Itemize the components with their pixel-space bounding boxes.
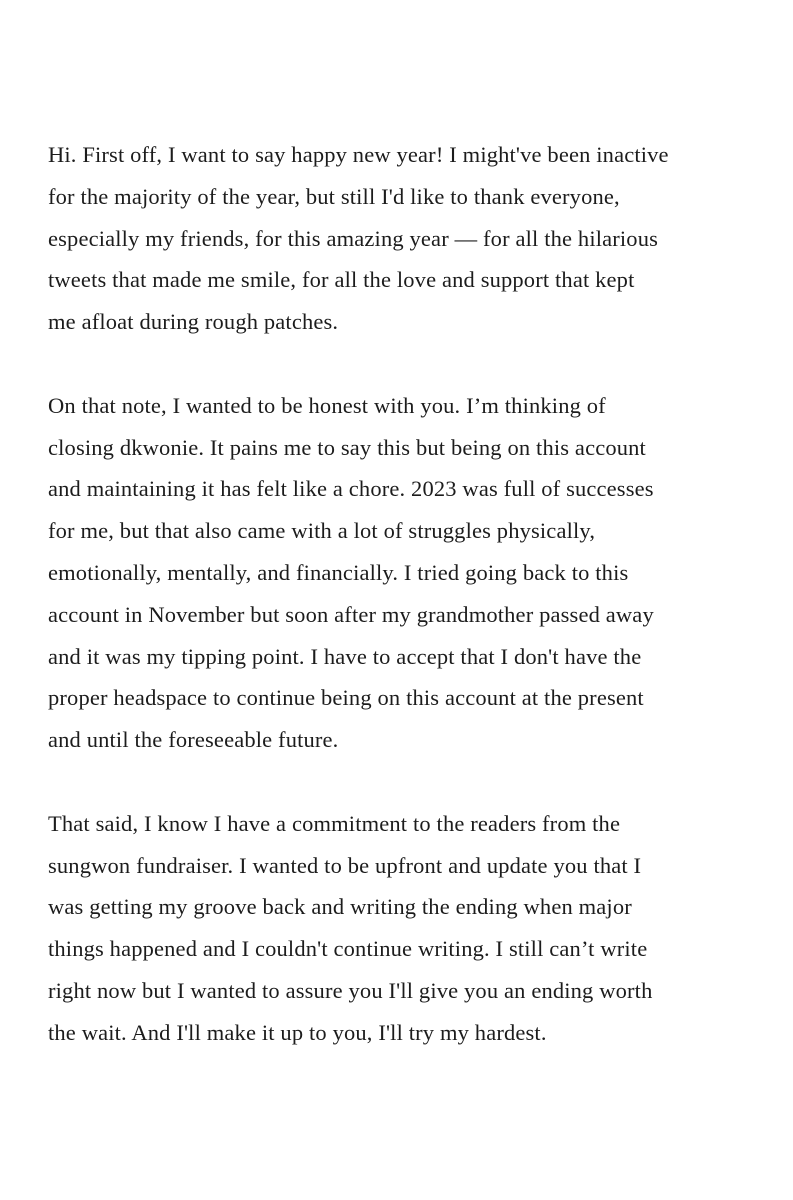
- text-line: and maintaining it has felt like a chore. 2023 was full of successes: [48, 476, 654, 502]
- text-line: tweets that made me smile, for all the love and support that kept: [48, 267, 635, 293]
- text-line: was getting my groove back and writing the ending when major: [48, 894, 632, 920]
- text-line: proper headspace to continue being on this account at the present: [48, 685, 644, 711]
- text-line: That said, I know I have a commitment to the readers from the: [48, 810, 621, 836]
- paragraph-fundraiser: [48, 803, 753, 1054]
- text-line: right now but I wanted to assure you I'll give you an ending worth: [48, 977, 653, 1003]
- paragraph-new-year: [48, 134, 753, 343]
- text-line: account in November but soon after my grandmother passed away: [48, 601, 654, 627]
- text-line: and it was my tipping point. I have to accept that I don't have the: [48, 643, 642, 669]
- text-line: On that note, I wanted to be honest with you. I’m thinking of: [48, 392, 606, 418]
- paragraph-closing-account: [48, 385, 753, 761]
- text-line: me afloat during rough patches.: [48, 309, 339, 335]
- text-line: for me, but that also came with a lot of struggles physically,: [48, 518, 596, 544]
- text-line: Hi. First off, I want to say happy new year! I might've been inactive: [48, 142, 669, 167]
- text-line: emotionally, mentally, and financially. I tried going back to this: [48, 559, 629, 585]
- text-line: and until the foreseeable future.: [48, 727, 339, 753]
- text-line: things happened and I couldn't continue writing. I still can’t write: [48, 936, 648, 962]
- text-line: especially my friends, for this amazing year — for all the hilarious: [48, 225, 659, 251]
- text-line: closing dkwonie. It pains me to say this but being on this account: [48, 434, 646, 460]
- text-line: for the majority of the year, but still I'd like to thank everyone,: [48, 183, 620, 209]
- text-line: sungwon fundraiser. I wanted to be upfront and update you that I: [48, 852, 642, 878]
- text-line: the wait. And I'll make it up to you, I'll try my hardest.: [48, 1019, 547, 1045]
- note-body: [48, 134, 753, 1095]
